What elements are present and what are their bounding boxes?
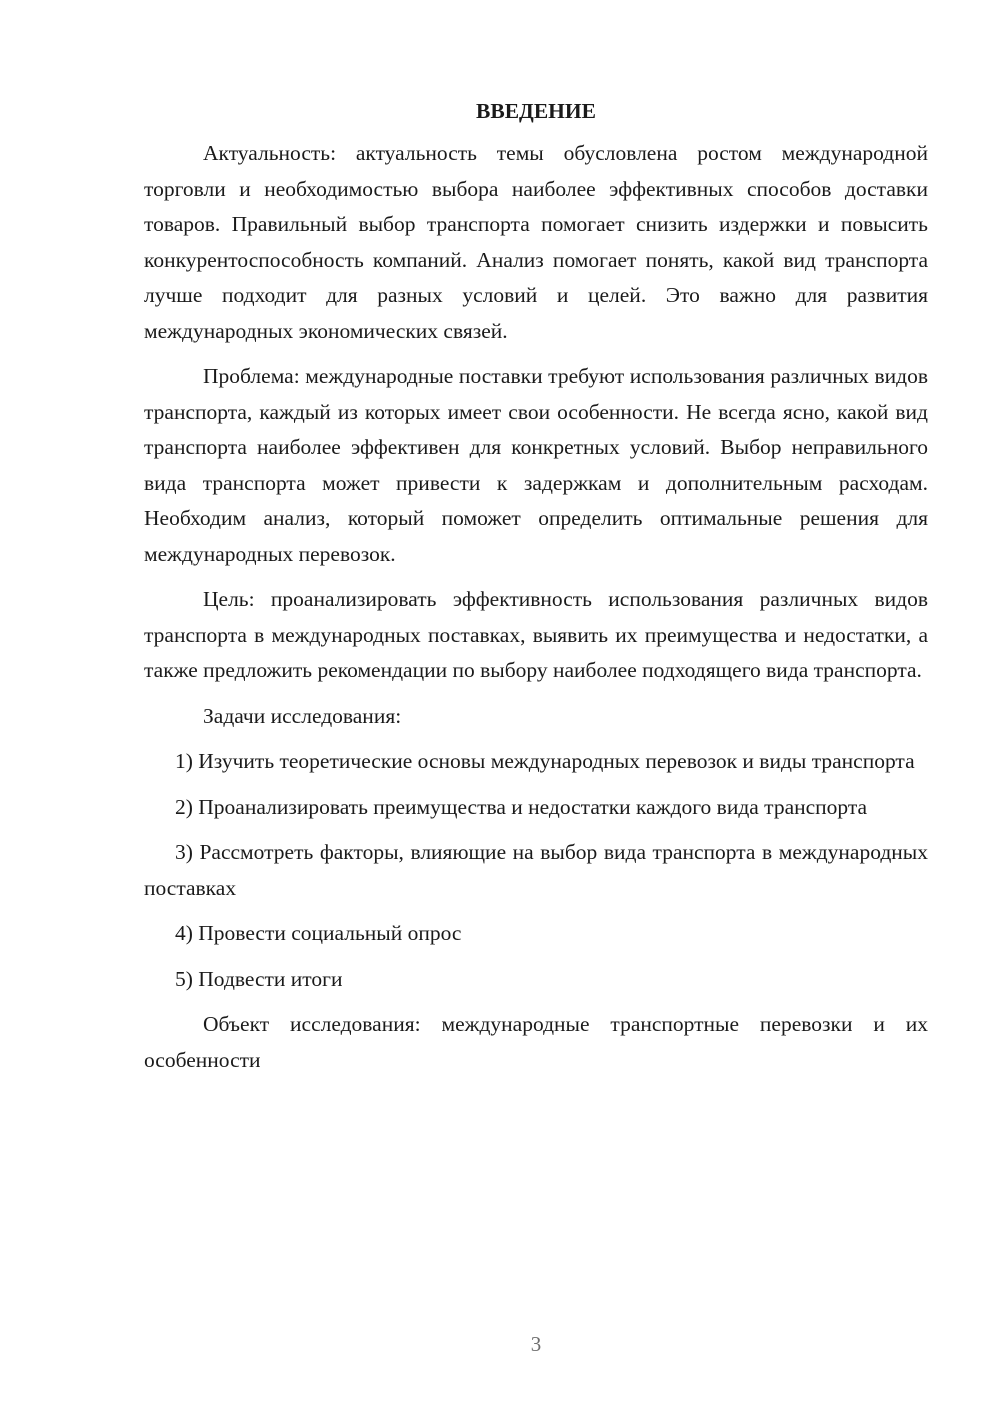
paragraph-research-object: Объект исследования: международные транспортные перевозки и их особенности [144, 1012, 928, 1072]
paragraph-tasks-heading: Задачи исследования: [203, 703, 402, 728]
paragraph-goal: Цель: проанализировать эффективность использования различных видов транспорта в международных поставках, выявить их преимущества и недостатки, а также предложить рекомендации по выбору наиболее подходящего вида транспорта. [144, 587, 928, 682]
task-item-1: 1) Изучить теоретические основы международных перевозок и виды транспорта [175, 749, 915, 773]
task-item-5: 5) Подвести итоги [175, 966, 343, 991]
task-item-4: 4) Провести социальный опрос [175, 921, 462, 945]
page-number: 3 [530, 1332, 542, 1356]
paragraph-problem: Проблема: международные поставки требуют использования различных видов транспорта, каждый из которых имеет свои особенности. Не всегда ясно, какой вид транспорта наиболее эффективен для конкретных условий. Выбор неправильного вида транспорта может привести к задержкам и дополнительным расходам. Необходим анализ, который поможет определить оптимальные решения для международных перевозок. [144, 364, 928, 566]
task-item-2: 2) Проанализировать преимущества и недостатки каждого вида транспорта [175, 794, 868, 819]
task-item-3: 3) Рассмотреть факторы, влияющие на выбор вида транспорта в международных поставках [144, 840, 928, 900]
document-page [144, 96, 928, 1088]
paragraph-relevance: Актуальность: актуальность темы обусловлена ростом международной торговли и необходимостью выбора наиболее эффективных способов доставки товаров. Правильный выбор транспорта помогает снизить издержки и повысить конкурентоспособность компаний. Анализ помогает понять, какой вид транспорта лучше подходит для разных условий и целей. Это важно для развития международных экономических связей. [144, 141, 928, 343]
section-title: ВВЕДЕНИЕ [476, 99, 596, 123]
